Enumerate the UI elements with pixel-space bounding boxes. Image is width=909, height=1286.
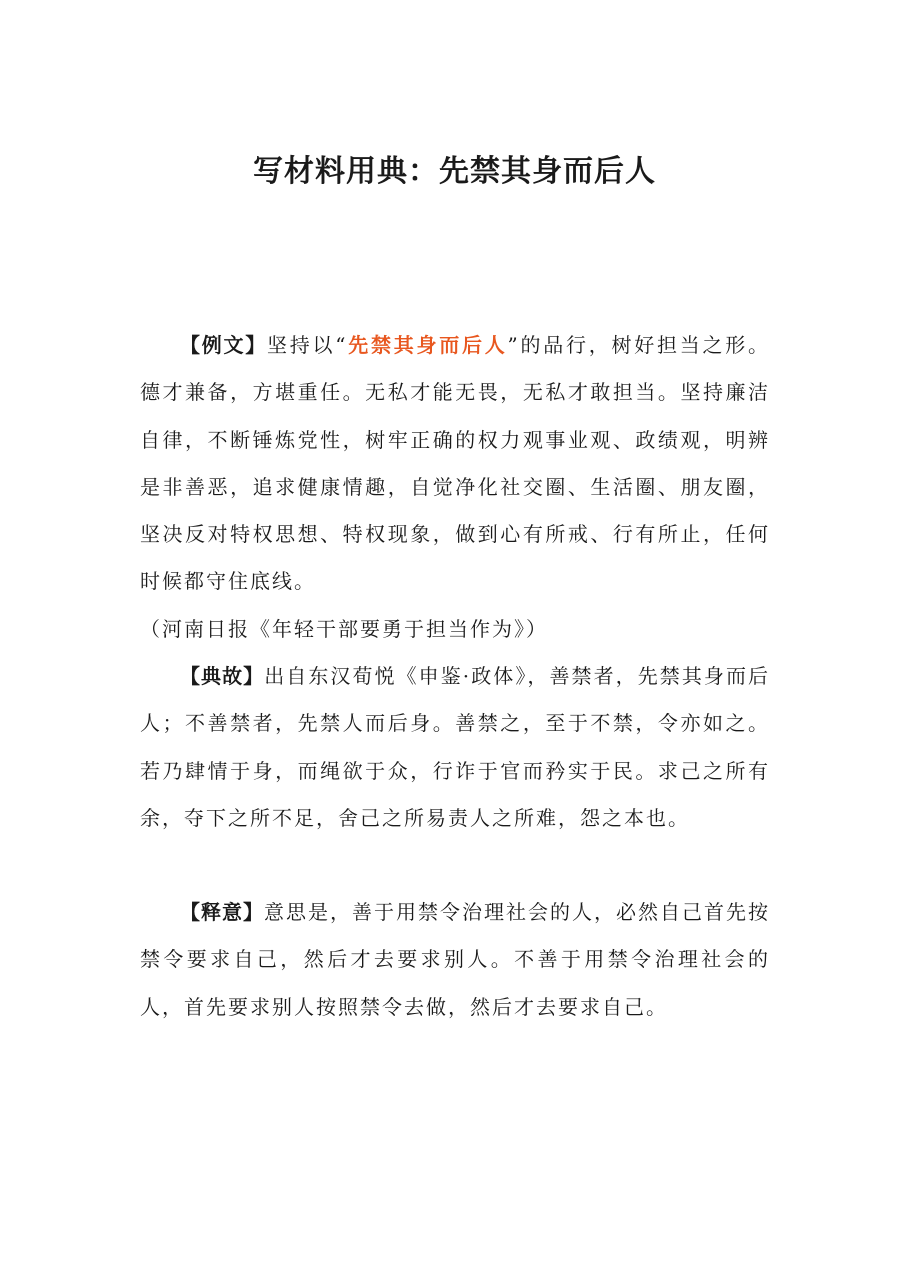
meaning-label: 【释意】 [180,900,264,924]
example-highlight: 先禁其身而后人 [347,333,508,357]
example-label: 【例文】 [180,333,268,357]
example-section [140,322,770,653]
page-title: 写材料用典：先禁其身而后人 [253,154,656,189]
allusion-text: 出自东汉荀悦《申鉴·政体》，善禁者，先禁其身而后人；不善禁者，先禁人而后身。善禁之，至于不禁，令亦如之。若乃肆情于身，而绳欲于众，行诈于官而矜实于民。求己之所有余，夺下之所不足，舍己之所易责人之所难，怨之本也。 [140,664,771,830]
meaning-paragraph [140,889,770,1031]
allusion-paragraph [140,653,770,842]
example-text-after: ”的品行，树好担当之形。德才兼备，方堪重任。无私才能无畏，无私才敢担当。坚持廉洁自律，不断锤炼党性，树牢正确的权力观事业观、政绩观，明辨是非善恶，追求健康情趣，自觉净化社交圈、生活圈、朋友圈，坚决反对特权思想、特权现象，做到心有所戒、行有所止，任何时候都守住底线。 [140,333,771,594]
example-text-before: 坚持以“ [267,333,348,357]
allusion-section [140,653,770,842]
meaning-text: 意思是，善于用禁令治理社会的人，必然自己首先按禁令要求自己，然后才去要求别人。不善于用禁令治理社会的人，首先要求别人按照禁令去做，然后才去要求自己。 [140,900,770,1019]
example-paragraph [140,322,770,653]
allusion-label: 【典故】 [180,664,265,688]
example-source: （河南日报《年轻干部要勇于担当作为》） [140,616,548,641]
meaning-section [140,889,770,1031]
